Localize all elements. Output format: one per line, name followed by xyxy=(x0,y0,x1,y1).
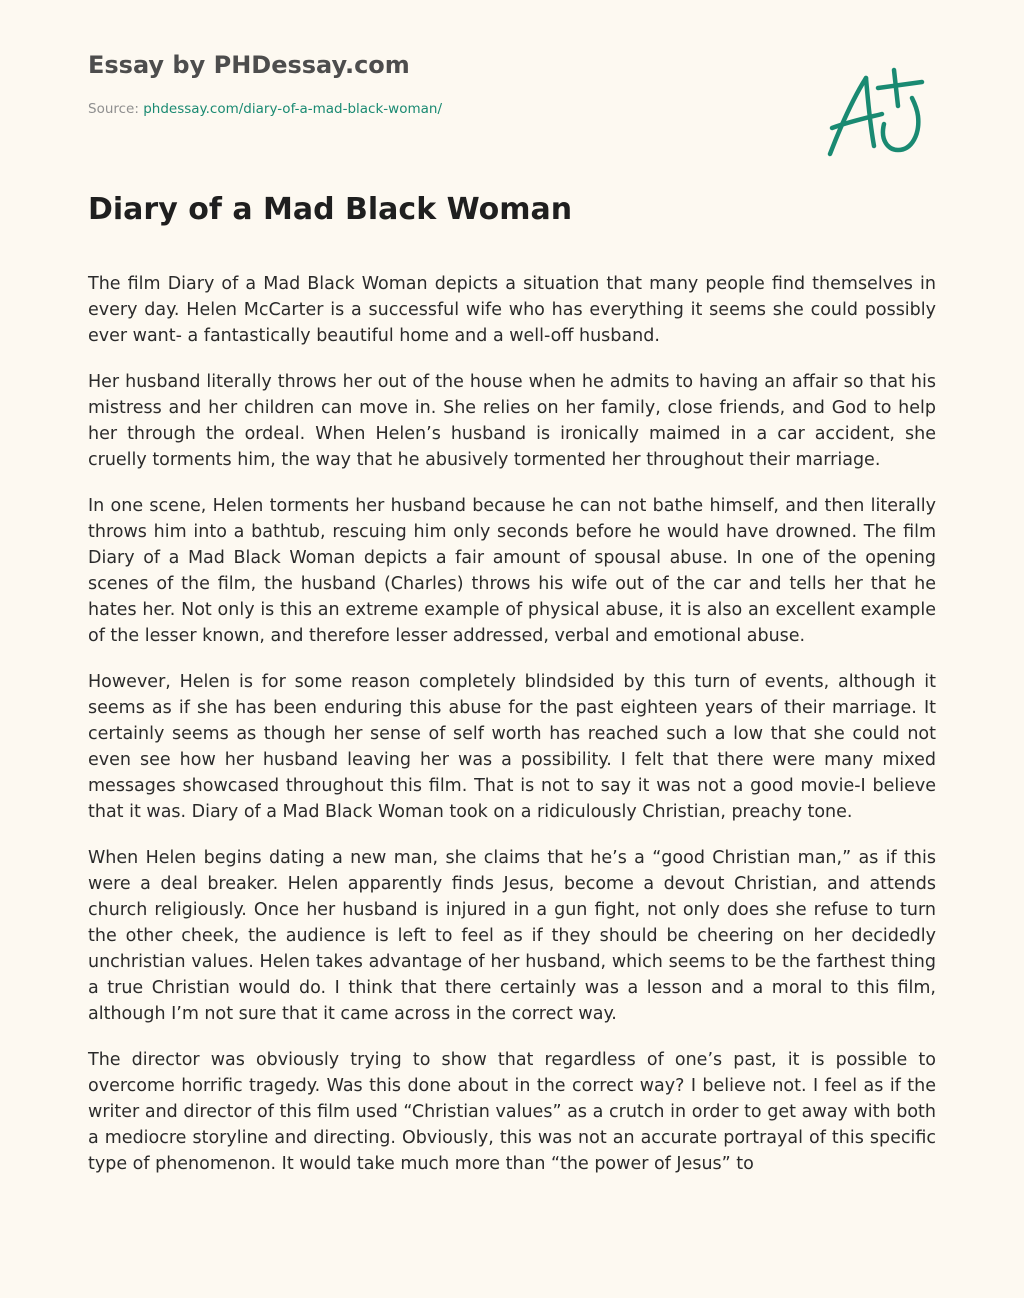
site-title: Essay by PHDessay.com xyxy=(88,51,410,79)
paragraph: However, Helen is for some reason completely blindsided by this turn of events, although it seems as if she has been enduring this abuse for the past eighteen years of their marriage. It certainly seems as though her sense of self worth has reached such a low that she could not even see how her husband leaving her was a possibility. I felt that there were many mixed messages showcased throughout this film. That is not to say it was not a good movie-I believe that it was. Diary of a Mad Black Woman took on a ridiculously Christian, preachy tone. xyxy=(88,672,936,822)
source-label: Source: xyxy=(88,101,144,117)
page-header xyxy=(88,48,788,118)
paragraph: In one scene, Helen torments her husband because he can not bathe himself, and then literally throws him into a bathtub, rescuing him only seconds before he would have drowned. The film Diary of a Mad Black Woman depicts a fair amount of spousal abuse. In one of the opening scenes of the film, the husband (Charles) throws his wife out of the car and tells her that he hates her. Not only is this an extreme example of physical abuse, it is also an excellent example of the lesser known, and therefore lesser addressed, verbal and emotional abuse. xyxy=(88,496,936,646)
paragraph: The film Diary of a Mad Black Woman depicts a situation that many people find themselves in every day. Helen McCarter is a successful wife who has everything it seems she could possibly ever want- a fantastically beautiful home and a well-off husband. xyxy=(88,274,936,346)
paragraph: When Helen begins dating a new man, she claims that he’s a “good Christian man,” as if this were a deal breaker. Helen apparently finds Jesus, become a devout Christian, and attends church religiously. Once her husband is injured in a gun fight, not only does she refuse to turn the other cheek, the audience is left to feel as if they should be cheering on her decidedly unchristian values. Helen takes advantage of her husband, which seems to be the farthest thing a true Christian would do. I think that there certainly was a lesson and a moral to this film, although I’m not sure that it came across in the correct way. xyxy=(88,848,936,1024)
source-link[interactable]: phdessay.com/diary-of-a-mad-black-woman/ xyxy=(143,101,442,117)
paragraph: The director was obviously trying to show that regardless of one’s past, it is possible to overcome horrific tragedy. Was this done about in the correct way? I believe not. I feel as if the writer and director of this film used “Christian values” as a crutch in order to get away with both a mediocre storyline and directing. Obviously, this was not an accurate portrayal of this specific type of phenomenon. It would take much more than “the power of Jesus” to xyxy=(88,1050,936,1174)
paragraph: Her husband literally throws her out of the house when he admits to having an affair so that his mistress and her children can move in. She relies on her family, close friends, and God to help her through the ordeal. When Helen’s husband is ironically maimed in a car accident, she cruelly torments him, the way that he abusively tormented her throughout their marriage. xyxy=(88,372,936,470)
source-line xyxy=(88,100,788,118)
a-plus-grade-icon xyxy=(818,62,930,162)
essay-title: Diary of a Mad Black Woman xyxy=(88,192,573,227)
essay-body xyxy=(88,271,936,1197)
